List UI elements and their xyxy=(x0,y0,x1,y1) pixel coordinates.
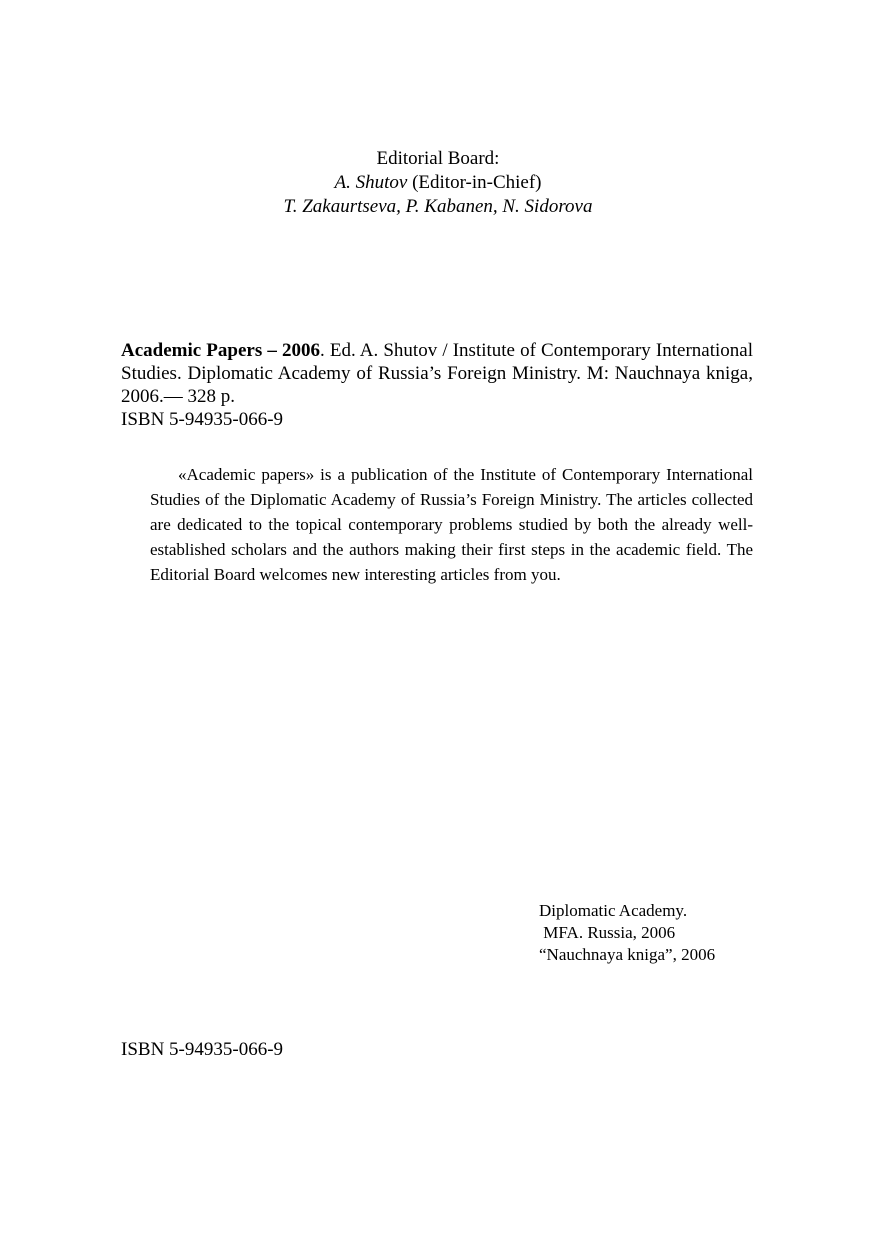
citation-isbn: ISBN 5-94935-066-9 xyxy=(121,409,284,430)
editorial-board xyxy=(0,147,876,219)
editor-in-chief-line xyxy=(0,171,876,195)
abstract-paragraph: «Academic papers» is a publication of the Institute of Contemporary International Studies of the Diplomatic Academy of Russia’s Foreign Ministry. The articles collected are dedicated to the topical contemporary problems studied by both the already well-established scholars and the authors making their first steps in the academic field. The Editorial Board welcomes new interesting articles from you. xyxy=(150,465,753,584)
editor-in-chief-role: (Editor-in-Chief) xyxy=(407,172,542,193)
bibliographic-citation xyxy=(121,339,753,431)
editorial-board-heading: Editorial Board: xyxy=(376,148,500,169)
copyright-block xyxy=(539,900,715,966)
copyright-line-academy: Diplomatic Academy. xyxy=(539,901,688,920)
copyright-line-mfa: MFA. Russia, 2006 xyxy=(539,923,676,942)
copyright-line-publisher: “Nauchnaya kniga”, 2006 xyxy=(539,945,716,964)
citation-details: . Ed. A. Shutov / Institute of Contemporary International Studies. Diplomatic Academy of Russia’s Foreign Ministry. M: Nauchnaya kniga, 2006.— 328 p. xyxy=(121,340,753,407)
editorial-board-members: T. Zakaurtseva, P. Kabanen, N. Sidorova xyxy=(283,196,593,217)
editor-in-chief-name: A. Shutov xyxy=(334,172,408,193)
citation-text-block xyxy=(121,339,753,408)
footer-isbn: ISBN 5-94935-066-9 xyxy=(121,1039,284,1060)
citation-title: Academic Papers – 2006 xyxy=(121,340,320,361)
